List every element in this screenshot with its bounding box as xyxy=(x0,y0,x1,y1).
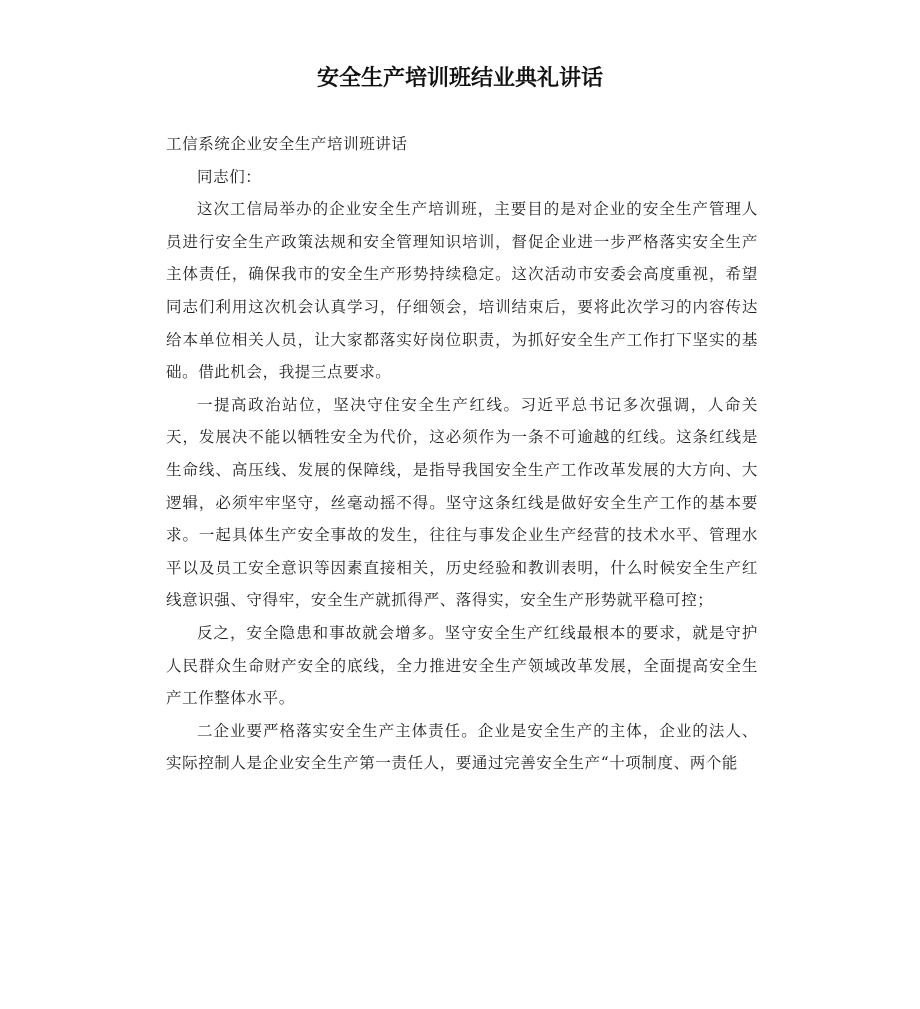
paragraph-requirement-one: 一提高政治站位，坚决守住安全生产红线。习近平总书记多次强调，人命关天，发展决不能以牺牲安全为代价，这必须作为一条不可逾越的红线。这条红线是生命线、高压线、发展的保障线，是指导我国安全生产工作改革发展的大方向、大逻辑，必须牢牢坚守，丝毫动摇不得。坚守这条红线是做好安全生产工作的基本要求。一起具体生产安全事故的发生，往往与事发企业生产经营的技术水平、管理水平以及员工安全意识等因素直接相关，历史经验和教训表明，什么时候安全生产红线意识强、守得牢，安全生产就抓得严、落得实，安全生产形势就平稳可控； xyxy=(166,395,758,610)
paragraph-requirement-two: 二企业要严格落实安全生产主体责任。企业是安全生产的主体，企业的法人、实际控制人是企业安全生产第一责任人，要通过完善安全生产“十项制度、两个能 xyxy=(166,721,758,773)
document-subtitle: 工信系统企业安全生产培训班讲话 xyxy=(166,135,408,153)
paragraph-requirement-one-continued: 反之，安全隐患和事故就会增多。坚守安全生产红线最根本的要求，就是守护人民群众生命财产安全的底线，全力推进安全生产领域改革发展，全面提高安全生产工作整体水平。 xyxy=(166,623,758,708)
salutation: 同志们： xyxy=(197,167,262,186)
document-title: 安全生产培训班结业典礼讲话 xyxy=(316,66,603,91)
document-body xyxy=(166,128,758,780)
paragraph-intro: 这次工信局举办的企业安全生产培训班，主要目的是对企业的安全生产管理人员进行安全生产政策法规和安全管理知识培训，督促企业进一步严格落实安全生产主体责任，确保我市的安全生产形势持续稳定。这次活动市安委会高度重视，希望同志们利用这次机会认真学习，仔细领会，培训结束后，要将此次学习的内容传达给本单位相关人员，让大家都落实好岗位职责，为抓好安全生产工作打下坚实的基础。借此机会，我提三点要求。 xyxy=(166,200,758,382)
